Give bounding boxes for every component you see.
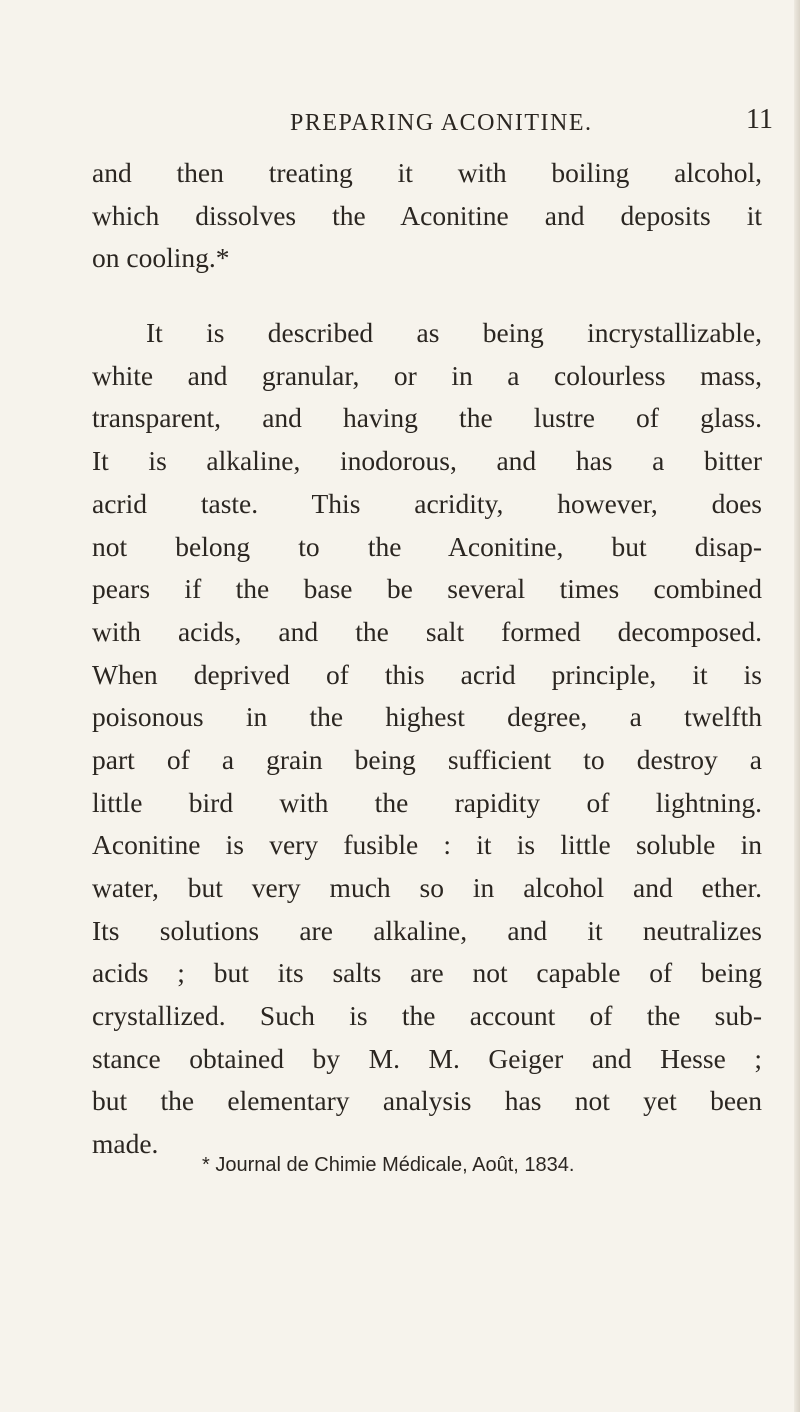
text-line: pears if the base be several times combined: [92, 573, 762, 605]
page-number: 11: [746, 104, 773, 135]
text-line: water, but very much so in alcohol and ether.: [92, 872, 762, 903]
running-head: PREPARING ACONITINE.: [290, 110, 593, 136]
text-line: Aconitine is very fusible : it is little soluble in: [92, 829, 762, 861]
text-line: acrid taste. This acridity, however, does: [92, 487, 762, 519]
text-line: but the elementary analysis has not yet been: [92, 1085, 762, 1117]
text-line: Its solutions are alkaline, and it neutralizes: [92, 914, 762, 946]
text-line: not belong to the Aconitine, but disap-: [92, 530, 762, 562]
paragraph-spacing: [92, 280, 762, 312]
page-edge: [794, 0, 800, 1412]
text-line: and then treating it with boiling alcohol,: [92, 157, 762, 188]
text-line: It is alkaline, inodorous, and has a bitter: [92, 445, 762, 477]
text-line: white and granular, or in a colourless mass,: [92, 359, 762, 391]
paragraph-2: [92, 312, 762, 1166]
text-line: It is described as being incrystallizable,: [146, 317, 762, 349]
text-line: transparent, and having the lustre of glass.: [92, 402, 762, 434]
text-line: stance obtained by M. M. Geiger and Hesse ;: [92, 1042, 762, 1074]
paragraph-1: [92, 152, 762, 280]
body-text: [92, 152, 762, 1166]
text-line: part of a grain being sufficient to destroy a: [92, 743, 762, 775]
text-line: little bird with the rapidity of lightning.: [92, 786, 762, 818]
text-line: on cooling.*: [92, 242, 230, 274]
text-line: with acids, and the salt formed decomposed.: [92, 615, 762, 647]
text-line: which dissolves the Aconitine and deposits it: [92, 199, 762, 231]
text-line: acids ; but its salts are not capable of being: [92, 957, 762, 989]
footnote: * Journal de Chimie Médicale, Août, 1834.: [202, 1154, 575, 1176]
text-line: made.: [92, 1128, 159, 1160]
text-line: When deprived of this acrid principle, it is: [92, 658, 762, 690]
text-line: poisonous in the highest degree, a twelfth: [92, 701, 762, 733]
text-line: crystallized. Such is the account of the sub-: [92, 1000, 762, 1032]
